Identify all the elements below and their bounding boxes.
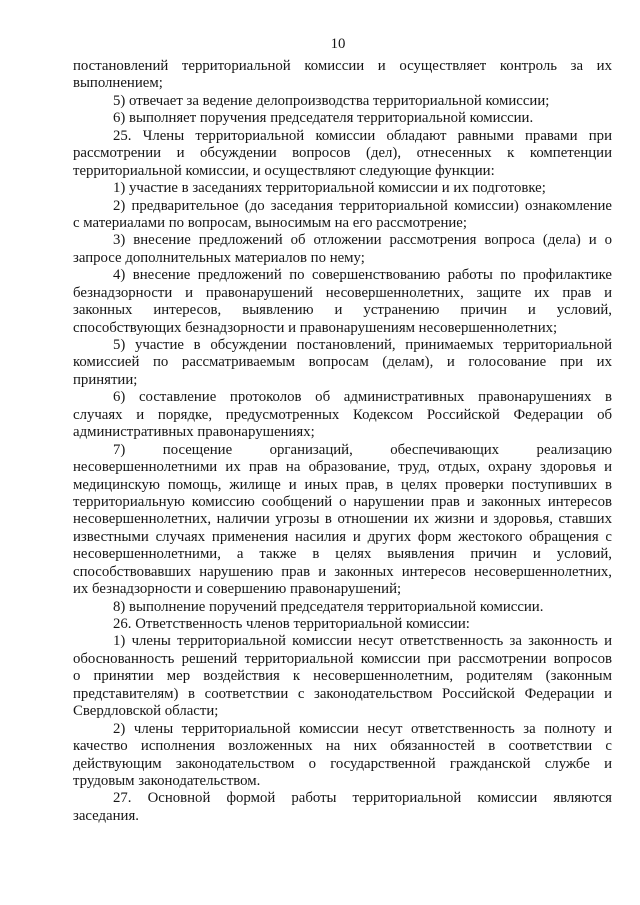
- text-line: способствовавших нарушению прав и законных интересов несовершеннолетних,: [73, 563, 612, 580]
- text-line: 2) предварительное (до заседания территориальной комиссии) ознакомление: [113, 197, 612, 214]
- text-line: 2) члены территориальной комиссии несут ответственность за полноту и: [113, 720, 612, 737]
- text-line: комиссией по рассматриваемым вопросам (делам), и голосование при их: [73, 354, 612, 371]
- text-line: с материалами по вопросам, выносимым на его рассмотрение;: [73, 214, 467, 231]
- text-line: 5) отвечает за ведение делопроизводства территориальной комиссии;: [113, 92, 550, 109]
- text-line: Свердловской области;: [73, 703, 219, 720]
- text-line: медицинскую помощь, жилище и иных прав, в целях проверки поступивших в: [73, 476, 612, 493]
- text-line: заседания.: [73, 807, 139, 824]
- text-line: 6) составление протоколов об административных правонарушениях в: [113, 389, 612, 406]
- text-line: представителям) в соответствии с законодательством Российской Федерации и: [73, 685, 612, 702]
- text-line: несовершеннолетними, а также в целях выявления причин и условий,: [73, 546, 612, 563]
- paragraph: [73, 128, 612, 180]
- paragraph: [73, 442, 612, 599]
- text-line: 1) члены территориальной комиссии несут ответственность за законность и: [113, 633, 612, 650]
- text-line: несовершеннолетних, наличии угрозы в отношении их жизни и здоровья, ставших: [73, 511, 612, 528]
- text-line: 27. Основной формой работы территориальной комиссии являются: [113, 790, 612, 807]
- paragraph: [73, 337, 612, 389]
- text-line: обоснованность решений территориальной комиссии при рассмотрении вопросов: [73, 650, 612, 667]
- text-line: 8) выполнение поручений председателя территориальной комиссии.: [113, 598, 544, 615]
- text-line: выполнением;: [73, 75, 163, 92]
- text-line: территориальную комиссию сообщений о нарушении прав и законных интересов: [73, 493, 612, 510]
- text-line: территориальной комиссии, и осуществляют следующие функции:: [73, 162, 495, 179]
- text-line: действующим законодательством о государственной гражданской службе и: [73, 755, 612, 772]
- text-line: 1) участие в заседаниях территориальной комиссии и их подготовке;: [113, 180, 546, 197]
- text-line: способствующих безнадзорности и правонарушениям несовершеннолетних;: [73, 319, 558, 336]
- paragraph-continued: [73, 58, 612, 93]
- paragraph: [73, 232, 612, 267]
- paragraph: [73, 267, 612, 337]
- document-body: [73, 58, 612, 825]
- paragraph: [73, 389, 612, 441]
- text-line: 7) посещение организаций, обеспечивающих реализацию: [113, 441, 612, 458]
- text-line: постановлений территориальной комиссии и осуществляет контроль за их: [73, 58, 612, 74]
- paragraph: [73, 110, 612, 127]
- paragraph: [73, 790, 612, 825]
- text-line: о принятии мер воздействия к несовершеннолетним, родителям (законным: [73, 668, 612, 685]
- text-line: 26. Ответственность членов территориальной комиссии:: [113, 616, 470, 632]
- text-line: несовершеннолетними их прав на образование, труд, отдых, охрану здоровья и: [73, 459, 612, 476]
- text-line: законных интересов, выявлению и устранению причин и условий,: [73, 302, 612, 319]
- text-line: 4) внесение предложений по совершенствованию работы по профилактике: [113, 267, 612, 284]
- text-line: безнадзорности и правонарушений несовершеннолетних, защите их прав и: [73, 284, 612, 301]
- paragraph: [73, 599, 612, 616]
- text-line: случаях и порядке, предусмотренных Кодексом Российской Федерации об: [73, 406, 612, 423]
- text-line: 25. Члены территориальной комиссии обладают равными правами при: [113, 127, 612, 144]
- text-line: известными случаях применения насилия и других форм жестокого обращения с: [73, 528, 612, 545]
- text-line: качество исполнения возложенных на них обязанностей в соответствии с: [73, 738, 612, 755]
- text-line: запросе дополнительных материалов по нему;: [73, 249, 365, 266]
- paragraph: [73, 198, 612, 233]
- text-line: 3) внесение предложений об отложении рассмотрения вопроса (дела) и о: [113, 232, 612, 249]
- text-line: рассмотрении и обсуждении вопросов (дел), отнесенных к компетенции: [73, 145, 612, 162]
- paragraph: [73, 616, 612, 633]
- paragraph: [73, 633, 612, 720]
- text-line: 5) участие в обсуждении постановлений, принимаемых территориальной: [113, 337, 612, 353]
- text-line: их безнадзорности и совершению правонарушений;: [73, 581, 402, 598]
- text-line: трудовым законодательством.: [73, 772, 261, 789]
- paragraph: [73, 721, 612, 791]
- text-line: административных правонарушениях;: [73, 424, 315, 441]
- page-number: 10: [330, 36, 346, 52]
- paragraph: [73, 180, 612, 197]
- text-line: принятии;: [73, 371, 138, 388]
- text-line: 6) выполняет поручения председателя территориальной комиссии.: [113, 110, 534, 127]
- paragraph: [73, 93, 612, 110]
